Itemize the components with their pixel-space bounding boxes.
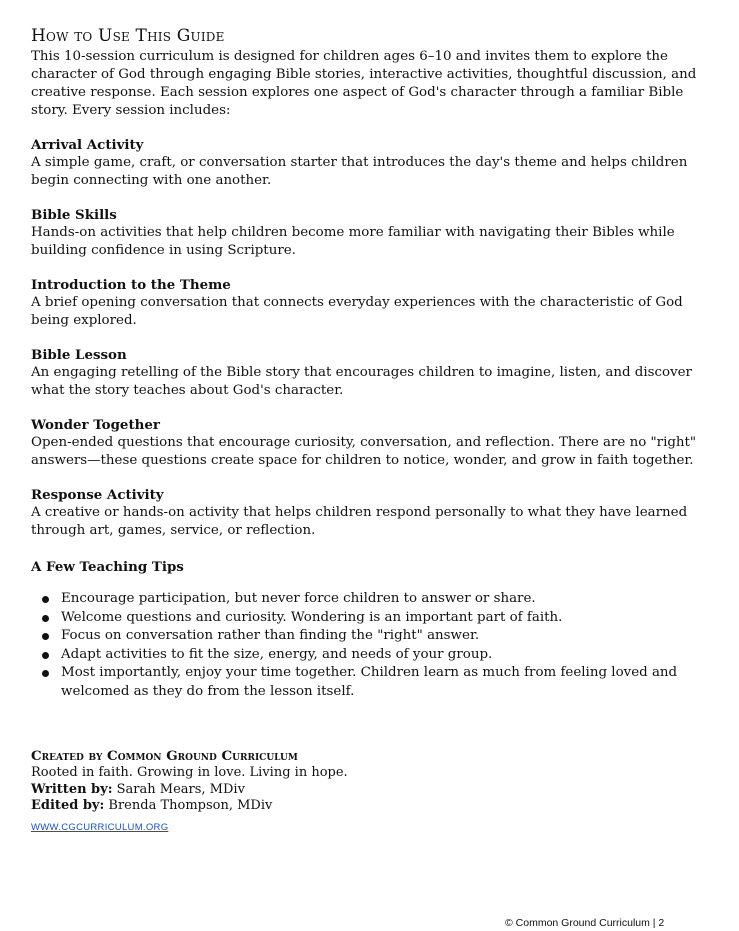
section-heading: Wonder Together (31, 417, 160, 433)
tip-item (31, 646, 715, 665)
section-body: A brief opening conversation that connects everyday experiences with the characteristic of God being explored. (31, 295, 683, 328)
written-by-label: Written by: (31, 781, 113, 797)
section-introduction-theme (31, 276, 715, 330)
written-by-name: Sarah Mears, MDiv (112, 781, 245, 797)
section-body: Open-ended questions that encourage curiosity, conversation, and reflection. There are no "right" answers—these questions create space for children to notice, wonder, and grow in faith together. (31, 435, 697, 468)
section-body: An engaging retelling of the Bible story that encourages children to imagine, listen, and discover what the story teaches about God's character. (31, 365, 692, 398)
tip-text: Most importantly, enjoy your time together. Children learn as much from feeling loved and welcomed as they do from the lesson itself. (61, 665, 678, 699)
page-footer: © Common Ground Curriculum | 2 (505, 917, 665, 929)
section-bible-skills (31, 206, 715, 260)
credits-title: Created by Common Ground Curriculum (31, 748, 298, 764)
section-heading: Bible Skills (31, 207, 117, 223)
edited-by-name: Brenda Thompson, MDiv (104, 798, 273, 813)
bullet-icon (42, 652, 49, 659)
tip-item (31, 627, 715, 646)
tip-item (31, 590, 715, 609)
section-body: A creative or hands-on activity that helps children respond personally to what they have learned through art, games, service, or reflection. (31, 505, 688, 538)
edited-by (31, 798, 715, 815)
tips-heading: A Few Teaching Tips (31, 559, 184, 575)
section-bible-lesson (31, 346, 715, 400)
bullet-icon (42, 670, 49, 677)
tip-text: Welcome questions and curiosity. Wondering is an important part of faith. (61, 609, 563, 625)
edited-by-label: Edited by: (31, 798, 105, 813)
tip-item (31, 664, 715, 701)
section-body: Hands-on activities that help children become more familiar with navigating their Bibles while building confidence in using Scripture. (31, 225, 675, 258)
website-link[interactable]: WWW.CGCURRICULUM.ORG (31, 821, 169, 833)
page-content (31, 26, 715, 834)
bullet-icon (42, 596, 49, 603)
section-body: A simple game, craft, or conversation starter that introduces the day's theme and helps children begin connecting with one another. (31, 155, 688, 188)
section-heading: Arrival Activity (31, 137, 144, 153)
section-arrival-activity (31, 136, 715, 190)
intro-paragraph: This 10-session curriculum is designed for children ages 6–10 and invites them to explore the character of God through engaging Bible stories, interactive activities, thoughtful discussion, and creative response. Each session explores one aspect of God's character through a familiar Bible story. Every session includes: (31, 49, 697, 118)
section-heading: Response Activity (31, 487, 164, 503)
section-response-activity (31, 486, 715, 540)
tip-text: Encourage participation, but never force children to answer or share. (61, 591, 536, 606)
tagline: Rooted in faith. Growing in love. Living in hope. (31, 765, 348, 780)
tip-text: Focus on conversation rather than finding the "right" answer. (61, 628, 480, 643)
tip-item (31, 609, 715, 628)
written-by (31, 782, 715, 799)
section-wonder-together (31, 416, 715, 470)
section-heading: Introduction to the Theme (31, 277, 231, 293)
tip-text: Adapt activities to fit the size, energy, and needs of your group. (61, 646, 493, 662)
credits-block (31, 747, 715, 834)
bullet-icon (42, 615, 49, 622)
bullet-icon (42, 633, 49, 640)
page-title: How to Use This Guide (31, 26, 225, 46)
tips-list (31, 590, 715, 701)
section-heading: Bible Lesson (31, 347, 127, 363)
